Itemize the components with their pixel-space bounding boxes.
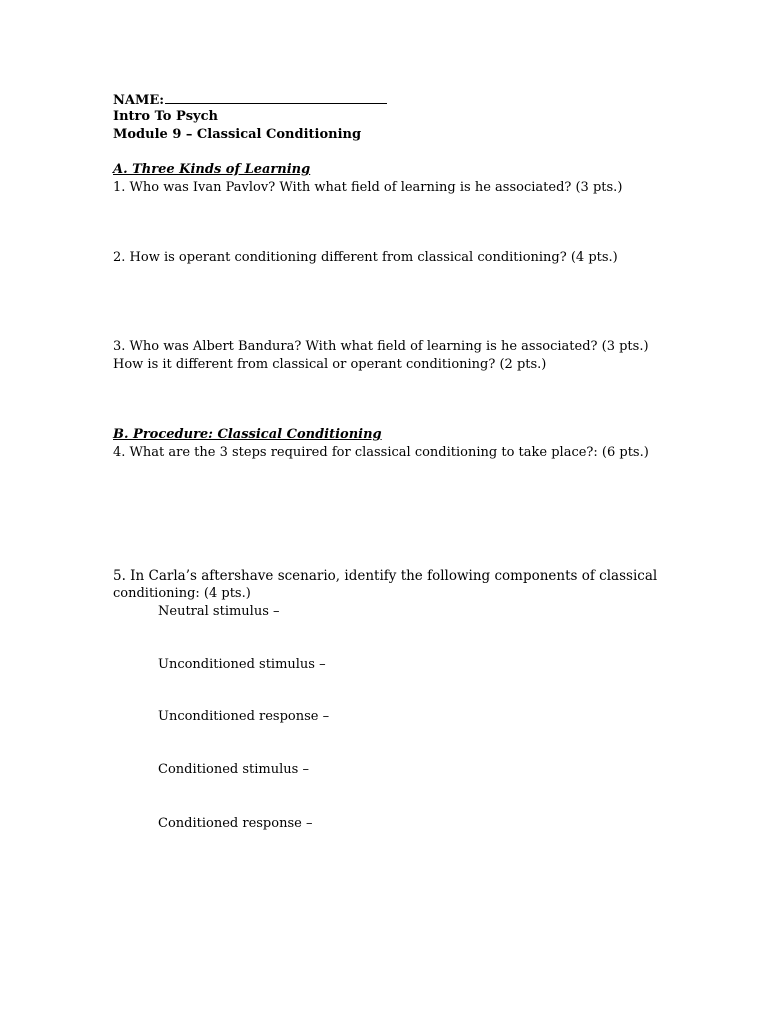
component-unconditioned-stimulus: Unconditioned stimulus –: [158, 657, 326, 672]
component-neutral-stimulus: Neutral stimulus –: [158, 604, 280, 619]
question-5-line-1: 5. In Carla’s aftershave scenario, identify the following components of classical: [113, 568, 658, 584]
section-b-heading: B. Procedure: Classical Conditioning: [113, 427, 382, 442]
component-unconditioned-response: Unconditioned response –: [158, 709, 330, 724]
component-conditioned-response: Conditioned response –: [158, 816, 313, 831]
question-3-line-2: How is it different from classical or operant conditioning? (2 pts.): [113, 357, 547, 372]
question-1: 1. Who was Ivan Pavlov? With what field of learning is he associated? (3 pts.): [113, 180, 623, 195]
module-title: Module 9 – Classical Conditioning: [113, 127, 362, 142]
question-2: 2. How is operant conditioning different from classical conditioning? (4 pts.): [113, 250, 618, 265]
question-4: 4. What are the 3 steps required for classical conditioning to take place?: (6 pts.): [113, 445, 649, 460]
name-field: [113, 91, 387, 109]
question-3-line-1: 3. Who was Albert Bandura? With what field of learning is he associated? (3 pts.): [113, 339, 649, 354]
course-title: Intro To Psych: [113, 109, 218, 124]
name-blank-line: [165, 91, 387, 104]
component-conditioned-stimulus: Conditioned stimulus –: [158, 762, 309, 777]
section-a-heading: A. Three Kinds of Learning: [113, 162, 311, 177]
question-5-line-2: conditioning: (4 pts.): [113, 586, 251, 601]
name-label: NAME:: [113, 93, 165, 108]
